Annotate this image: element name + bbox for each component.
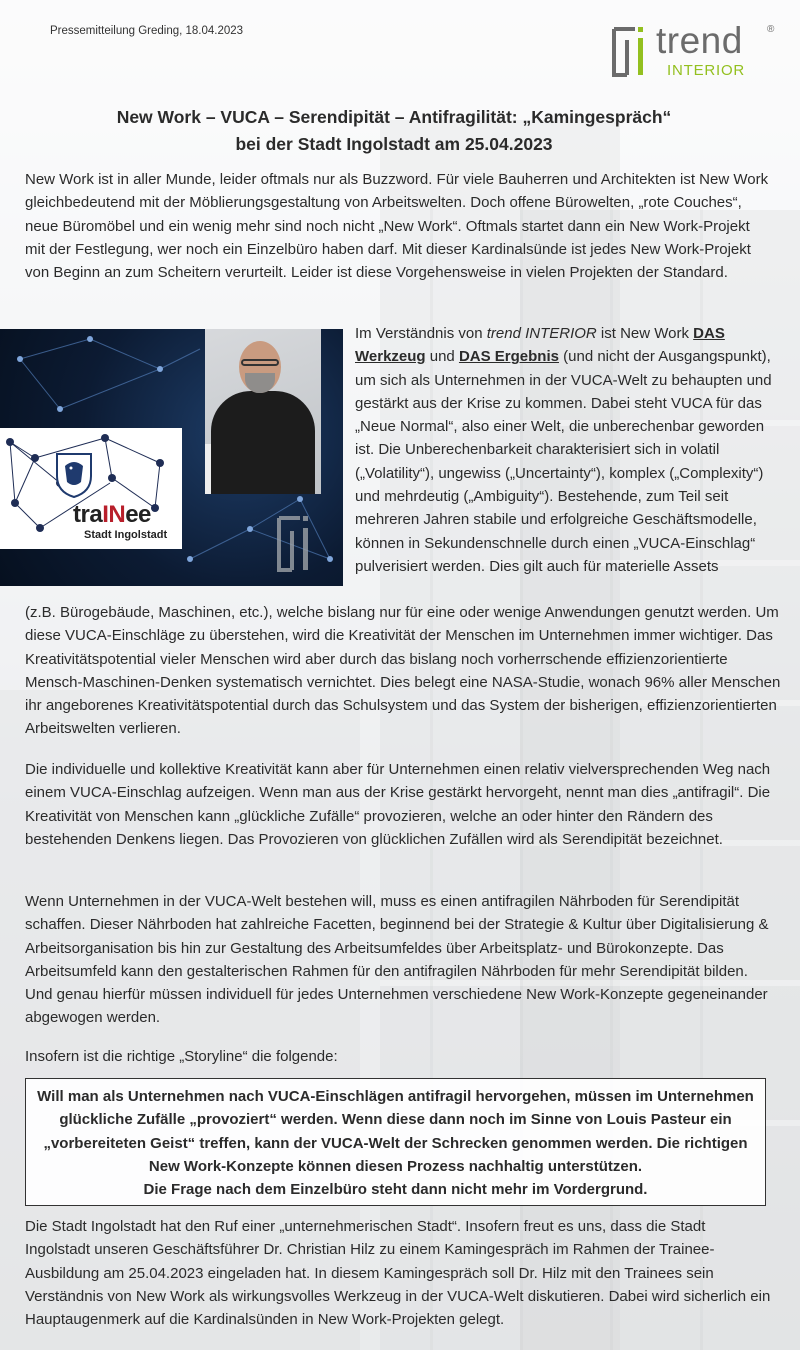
storyline-intro: Insofern ist die richtige „Storyline“ die folgende:	[25, 1048, 338, 1065]
kamingespraech-image	[0, 329, 343, 586]
serendipity-paragraph: Wenn Unternehmen in der VUCA-Welt bestehen will, muss es einen antifragilen Nährboden für Serendipität schaffen. Dieser Nährboden hat zahlreiche Facetten, beginnend bei der Strategie & Kultur über Digitalisierung & Arbeitsorganisation bis hin zur Gestaltung des Arbeitsumfeldes über Arbeitsplatz- und Bürokonzepte. Das Arbeitsumfeld kann den gestalterischen Rahmen für den antifragilen Nährboden für mehr Serendipität bilden. Und genau hierfür müssen individuell für jedes Unternehmen verschiedene New Work-Konzepte gegeneinander abgewogen werden.	[25, 893, 769, 1027]
intro-paragraph: New Work ist in aller Munde, leider oftmals nur als Buzzword. Für viele Bauherren und Architekten ist New Work gleichbedeutend mit der Möblierungsgestaltung von Arbeitswelten. Doch offene Bürowelten, „rote Couches“, neue Büromöbel und ein wenig mehr sind noch nicht „New Work“. Oftmals startet dann ein New Work-Projekt mit der Festlegung, wer noch ein Einzelbüro haben darf. Mit dieser Kardinalsünde ist jedes New Work-Projekt von Beginn an zum Scheitern verurteilt. Leider ist diese Vorgehensweise in vielen Projekten der Standard.	[25, 171, 769, 282]
brand-name: trend INTERIOR	[486, 325, 597, 342]
ingolstadt-paragraph: Die Stadt Ingolstadt hat den Ruf einer „unternehmerischen Stadt“. Insofern freut es uns, dass die Stadt Ingolstadt unseren Geschäftsführer Dr. Christian Hilz zu einem Kamingespräch im Rahmen der Trainee-Ausbildung am 25.04.2023 eingeladen hat. In diesem Kamingespräch soll Dr. Hilz mit den Trainees sein Verständnis von New Work als wirkungsvolles Werkzeug in der VUCA-Welt diskutieren. Dabei wird sicherlich ein Hauptaugenmerk auf die Kardinalsünden in New Work-Projekten gelegt.	[25, 1218, 771, 1329]
quote-conclusion: Die Frage nach dem Einzelbüro steht dann nicht mehr im Vordergrund.	[143, 1181, 648, 1199]
vuca-paragraph: Im Verständnis von trend INTERIOR ist New Work DAS Werkzeug und DAS Ergebnis (und nicht der Ausgangspunkt), um sich als Unternehmen in der VUCA-Welt zu behaupten und gestärkt aus der Krise zu kommen. Dabei steht VUCA für das „Neue Normal“, also einer Welt, die unberechenbar geworden ist. Die Unberechenbarkeit charakterisiert sich in volatil („Volatility“), ungewiss („Uncertainty“), komplex („Complexity“) und mehrdeutig („Ambiguity“). Bestehende, zum Teil seit mehreren Jahren stabile und erfolgreiche Geschäftsmodelle, können in Sekundenschnelle durch einen „VUCA-Einschlag“ pulverisiert werden. Dies gilt auch für materielle Assets	[355, 325, 772, 575]
trainee-wordmark: traINee	[73, 501, 151, 528]
storyline-quote-box	[25, 1078, 766, 1206]
stadt-ingolstadt-label: Stadt Ingolstadt	[84, 529, 168, 541]
link-das-werkzeug[interactable]: DAS Werkzeug	[355, 325, 725, 366]
headline-line-1: New Work – VUCA – Serendipität – Antifragilität: „Kamingespräch“	[116, 107, 672, 127]
logo-registered-mark: ®	[767, 24, 775, 35]
portrait-photo	[205, 329, 321, 494]
press-release-dateline: Pressemitteilung Greding, 18.04.2023	[50, 25, 244, 37]
headline-line-2: bei der Stadt Ingolstadt am 25.04.2023	[235, 134, 553, 154]
trend-watermark-icon	[276, 515, 312, 573]
logo-mark-icon	[611, 26, 647, 78]
ingolstadt-crest-icon	[55, 452, 93, 498]
vuca-paragraph-continued: (z.B. Bürogebäude, Maschinen, etc.), welche bislang nur für eine oder wenige Anwendungen genutzt werden. Um diese VUCA-Einschläge zu überstehen, wird die Kreativität der Menschen im Unternehmen immer wichtiger. Das Kreativitätspotential vieler Menschen wird aber durch das bislang noch vorherrschende effizienzorientierte Mensch-Maschinen-Denken systematisch vernichtet. Dies belegt eine NASA-Studie, wonach 96% aller Menschen ihr angeborenes Kreativitätspotential durch das Schulsystem und das System der bisherigen, effizienzorientierten Arbeitswelten verlieren.	[25, 604, 781, 738]
logo-word-trend: trend	[656, 20, 743, 61]
trainee-logo-card	[0, 428, 182, 549]
logo-word-interior: INTERIOR	[667, 62, 746, 79]
trend-interior-logo	[611, 20, 781, 80]
link-das-ergebnis[interactable]: DAS Ergebnis	[458, 348, 559, 366]
headline	[0, 104, 788, 158]
creativity-paragraph: Die individuelle und kollektive Kreativität kann aber für Unternehmen einen relativ vielversprechenden Weg nach einem VUCA-Einschlag aufzeigen. Wenn man aus der Krise gestärkt hervorgeht, nennt man dies „antifragil“. Die Kreativität von Menschen kann „glückliche Zufälle“ provozieren, welche an oder hinter den Rändern des bestehenden Denkens liegen. Das Provozieren von glücklichen Zufällen wird als Serendipität bezeichnet.	[25, 761, 771, 848]
quote-text: Will man als Unternehmen nach VUCA-Einschlägen antifragil hervorgehen, müssen im Unternehmen glückliche Zufälle „provoziert“ werden. Wenn diese dann noch im Sinne von Louis Pasteur ein „vorbereiteten Geist“ treffen, kann der VUCA-Welt der Schrecken genommen werden. Die richtigen New Work-Konzepte können diesen Prozess nachhaltig unterstützen.	[37, 1088, 754, 1175]
